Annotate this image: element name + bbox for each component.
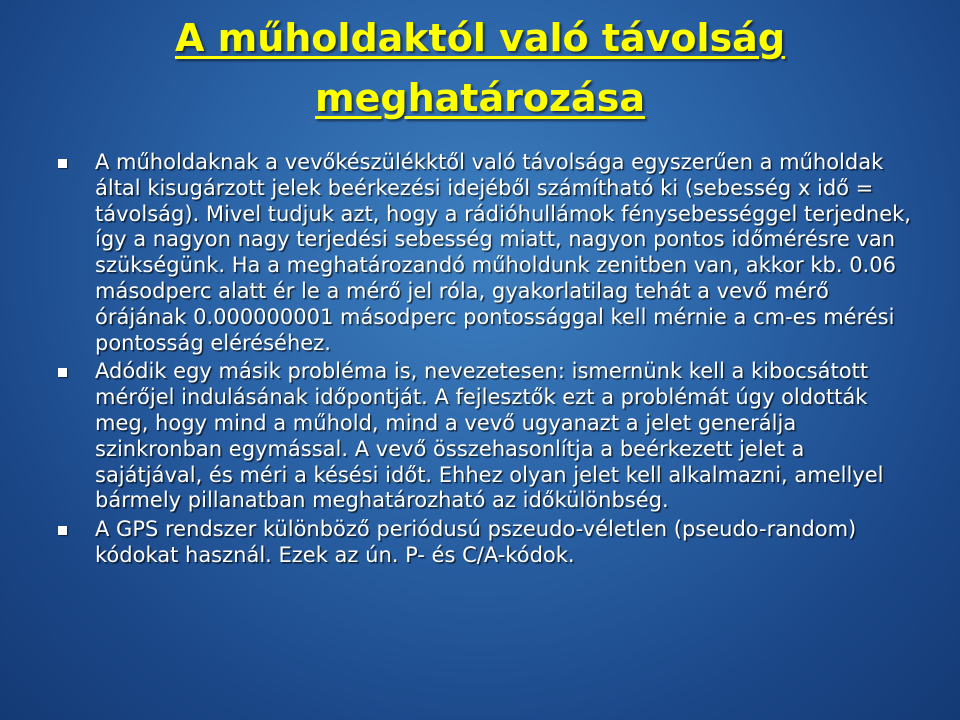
bullet-list: [55, 150, 915, 572]
square-bullet-icon: [58, 526, 67, 535]
bullet-text: Adódik egy másik probléma is, nevezetesen: ismernünk kell a kibocsátott mérőjel indulásának időpontját. A fejlesztők ezt a problémát úgy oldották meg, hogy mind a műhold, mind a vevő ugyanazt a jelet generálja szinkronban egymással. A vevő összehasonlítja a beérkezett jelet a sajátjával, és méri a késési időt. Ehhez olyan jelet kell alkalmazni, amellyel bármely pillanatban meghatározható az időkülönbség.: [95, 359, 884, 513]
slide-title-line-2: meghatározása: [315, 76, 645, 120]
bullet-item: [55, 517, 915, 569]
slide-title: [40, 8, 920, 128]
bullet-item: [55, 150, 915, 356]
bullet-text: A GPS rendszer különböző periódusú pszeudo-véletlen (pseudo-random) kódokat használ. Ezek az ún. P- és C/A-kódok.: [95, 517, 857, 567]
square-bullet-icon: [58, 368, 67, 377]
bullet-text: A műholdaknak a vevőkészülékktől való távolsága egyszerűen a műholdak által kisugárzott jelek beérkezési idejéből számítható ki (sebesség x idő = távolság). Mivel tudjuk azt, hogy a rádióhullámok fénysebességgel terjednek, így a nagyon nagy terjedési sebesség miatt, nagyon pontos időmérésre van szükségünk. Ha a meghatározandó műholdunk zenitben van, akkor kb. 0.06 másodperc alatt ér le a mérő jel róla, gyakorlatilag tehát a vevő mérő órájának 0.000000001 másodperc pontossággal kell mérnie a cm-es mérési pontosság eléréséhez.: [95, 150, 911, 355]
square-bullet-icon: [58, 159, 67, 168]
bullet-item: [55, 359, 915, 514]
slide-title-line-1: A műholdaktól való távolság: [174, 16, 786, 60]
